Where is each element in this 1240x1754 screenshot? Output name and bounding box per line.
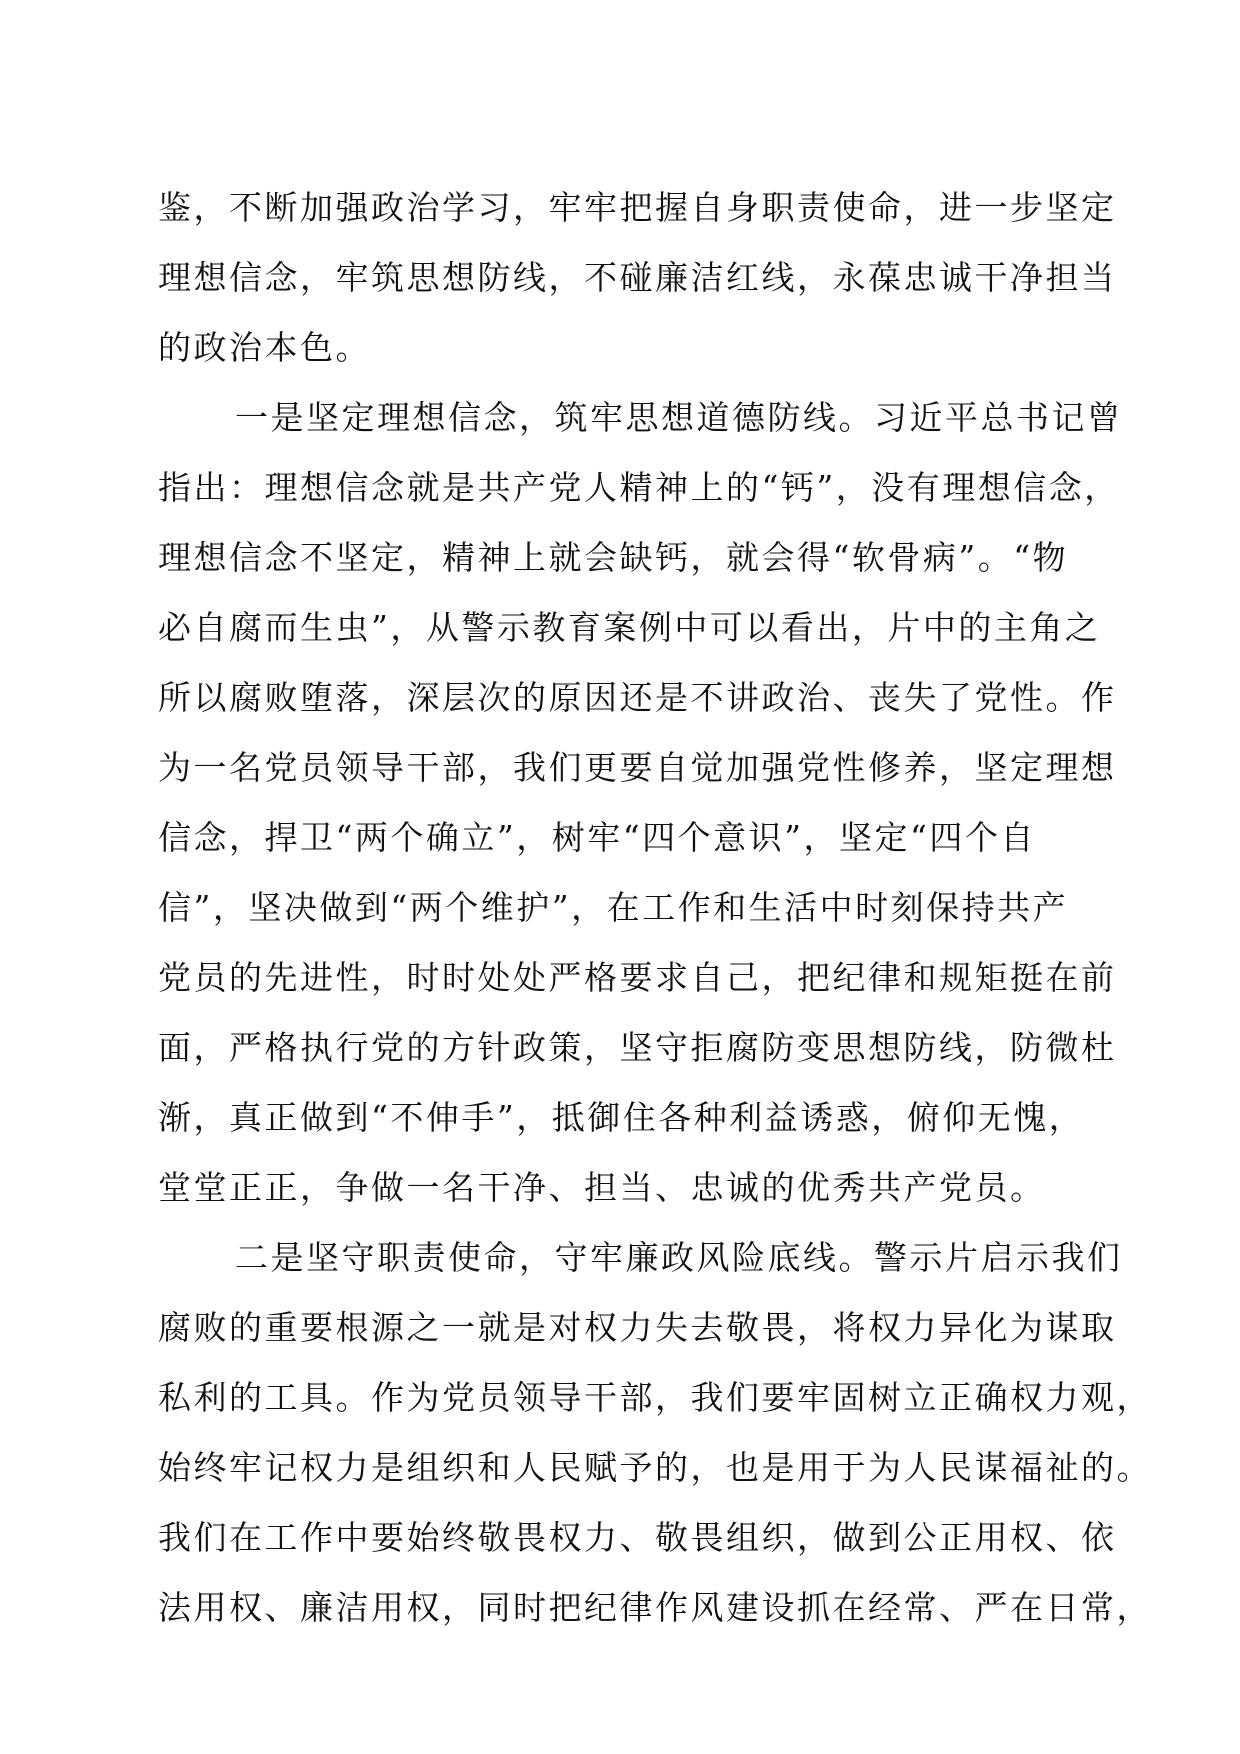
text-line: 必自腐而生虫”，从警示教育案例中可以看出，片中的主角之: [158, 608, 1101, 647]
text-line: 面，严格执行党的方针政策，坚守拒腐防变思想防线，防微杜: [158, 1028, 1117, 1067]
text-line: 私利的工具。作为党员领导干部，我们要牢固树立正确权力观，: [158, 1378, 1152, 1417]
text-line: 理想信念，牢筑思想防线，不碰廉洁红线，永葆忠诚干净担当: [158, 258, 1117, 297]
text-line: 始终牢记权力是组织和人民赋予的，也是用于为人民谋福祉的。: [158, 1448, 1152, 1487]
text-line: 腐败的重要根源之一就是对权力失去敬畏，将权力异化为谋取: [158, 1308, 1117, 1347]
text-line: 信”，坚决做到“两个维护”，在工作和生活中时刻保持共产: [158, 888, 1069, 927]
paragraph-2-first-line: 二是坚守职责使命，守牢廉政风险底线。警示片启示我们: [235, 1238, 1123, 1277]
text-line: 渐，真正做到“不伸手”，抵御住各种利益诱惑，俯仰无愧，: [158, 1098, 1085, 1137]
text-line: 信念，捍卫“两个确立”，树牢“四个意识”，坚定“四个自: [158, 818, 1036, 857]
text-line: 理想信念不坚定，精神上就会缺钙，就会得“软骨病”。“物: [158, 538, 1069, 577]
document-body: [158, 188, 1152, 1658]
text-line: 指出：理想信念就是共产党人精神上的“钙”，没有理想信念，: [158, 468, 1120, 507]
text-line: 为一名党员领导干部，我们更要自觉加强党性修养，坚定理想: [158, 748, 1117, 787]
paragraph-1-first-line: 一是坚定理想信念，筑牢思想道德防线。习近平总书记曾: [235, 398, 1123, 437]
text-line: 的政治本色。: [158, 328, 371, 367]
text-line: 法用权、廉洁用权，同时把纪律作风建设抓在经常、严在日常，: [158, 1588, 1152, 1627]
text-line: 我们在工作中要始终敬畏权力、敬畏组织，做到公正用权、依: [158, 1518, 1117, 1557]
text-line: 所以腐败堕落，深层次的原因还是不讲政治、丧失了党性。作: [158, 678, 1117, 717]
text-line: 鉴，不断加强政治学习，牢牢把握自身职责使命，进一步坚定: [158, 188, 1117, 227]
text-line: 党员的先进性，时时处处严格要求自己，把纪律和规矩挺在前: [158, 958, 1117, 997]
text-line: 堂堂正正，争做一名干净、担当、忠诚的优秀共产党员。: [158, 1168, 1046, 1207]
